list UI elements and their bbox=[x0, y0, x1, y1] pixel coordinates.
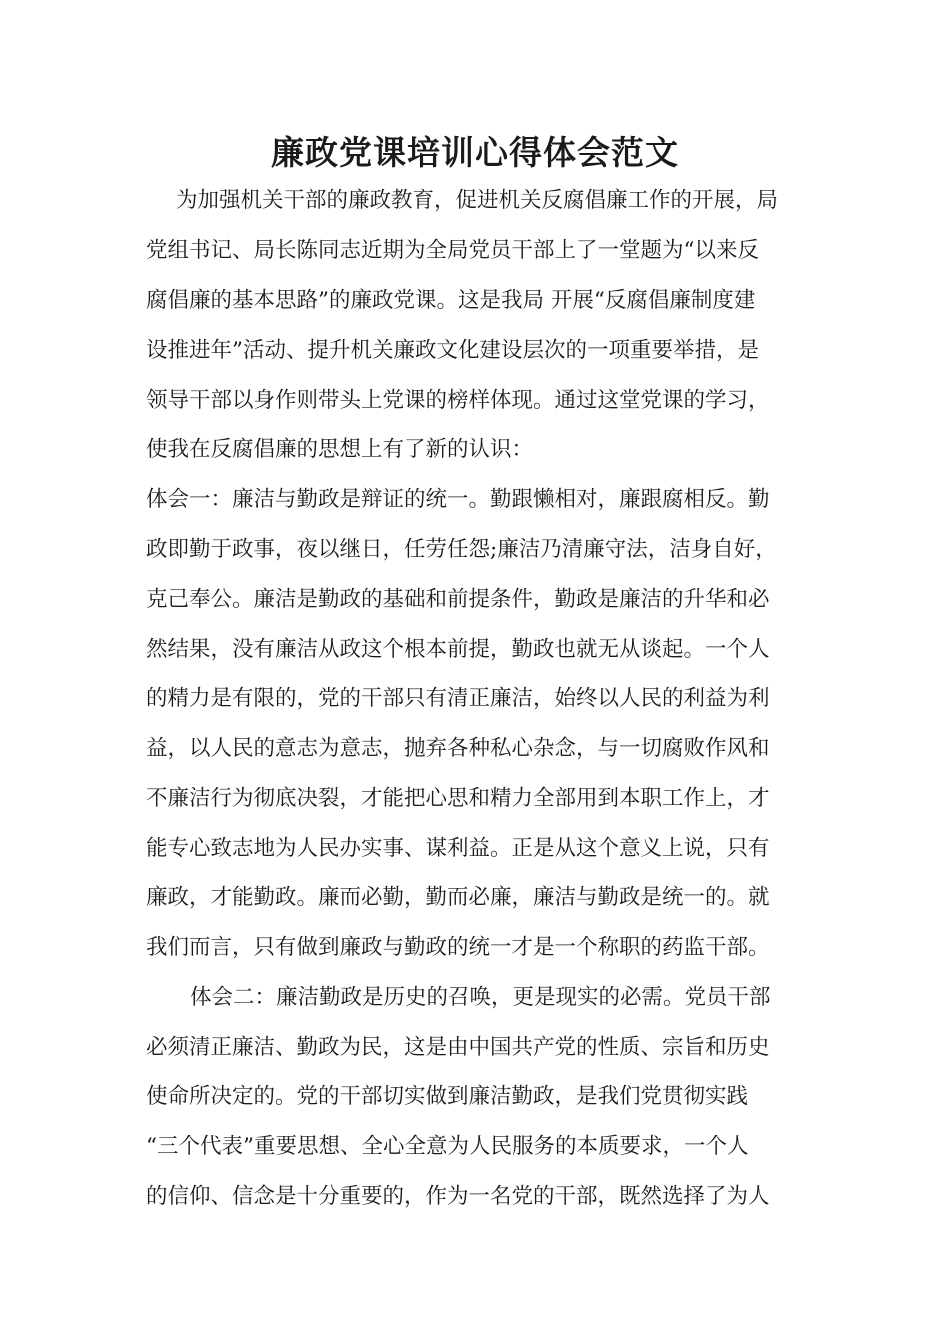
paragraph-line: 必须清正廉洁、勤政为民，这是由中国共产党的性质、宗旨和历史 bbox=[146, 1035, 770, 1060]
paragraph-line: 党组书记、局长陈同志近期为全局党员干部上了一堂题为“以来反 bbox=[146, 238, 759, 263]
paragraph-line: “三个代表”重要思想、全心全意为人民服务的本质要求，一个人 bbox=[146, 1134, 749, 1159]
document-title: 廉政党课培训心得体会范文 bbox=[271, 133, 679, 172]
paragraph-line: 廉政，才能勤政。廉而必勤，勤而必廉，廉洁与勤政是统一的。就 bbox=[146, 885, 770, 910]
paragraph-line: 为加强机关干部的廉政教育，促进机关反腐倡廉工作的开展，局 bbox=[176, 188, 779, 213]
paragraph-line: 益，以人民的意志为意志，抛弃各种私心杂念，与一切腐败作风和 bbox=[146, 736, 770, 761]
paragraph-line: 政即勤于政事，夜以继日，任劳任怨;廉洁乃清廉守法，洁身自好， bbox=[146, 537, 777, 562]
paragraph-line: 的信仰、信念是十分重要的，作为一名党的干部，既然选择了为人 bbox=[146, 1184, 770, 1209]
paragraph-line: 克己奉公。廉洁是勤政的基础和前提条件，勤政是廉洁的升华和必 bbox=[146, 587, 770, 612]
paragraph-line: 然结果，没有廉洁从政这个根本前提，勤政也就无从谈起。一个人 bbox=[146, 637, 770, 662]
paragraph-line: 体会一：廉洁与勤政是辩证的统一。勤跟懒相对，廉跟腐相反。勤 bbox=[146, 487, 770, 512]
paragraph-line: 能专心致志地为人民办实事、谋利益。正是从这个意义上说，只有 bbox=[146, 836, 770, 861]
paragraph-line: 设推进年”活动、提升机关廉政文化建设层次的一项重要举措，是 bbox=[146, 338, 759, 363]
paragraph-line: 领导干部以身作则带头上党课的榜样体现。通过这堂党课的学习， bbox=[146, 388, 770, 413]
paragraph-line: 使我在反腐倡廉的思想上有了新的认识： bbox=[146, 437, 534, 462]
paragraph-line: 不廉洁行为彻底决裂，才能把心思和精力全部用到本职工作上，才 bbox=[146, 786, 770, 811]
paragraph-line: 腐倡廉的基本思路”的廉政党课。这是我局 开展“反腐倡廉制度建 bbox=[146, 288, 756, 313]
paragraph-line: 体会二：廉洁勤政是历史的召唤，更是现实的必需。党员干部 bbox=[190, 985, 771, 1010]
paragraph-line: 使命所决定的。党的干部切实做到廉洁勤政，是我们党贯彻实践 bbox=[146, 1084, 749, 1109]
paragraph-line: 的精力是有限的，党的干部只有清正廉洁，始终以人民的利益为利 bbox=[146, 686, 770, 711]
paragraph-line: 我们而言，只有做到廉政与勤政的统一才是一个称职的药监干部。 bbox=[146, 935, 770, 960]
